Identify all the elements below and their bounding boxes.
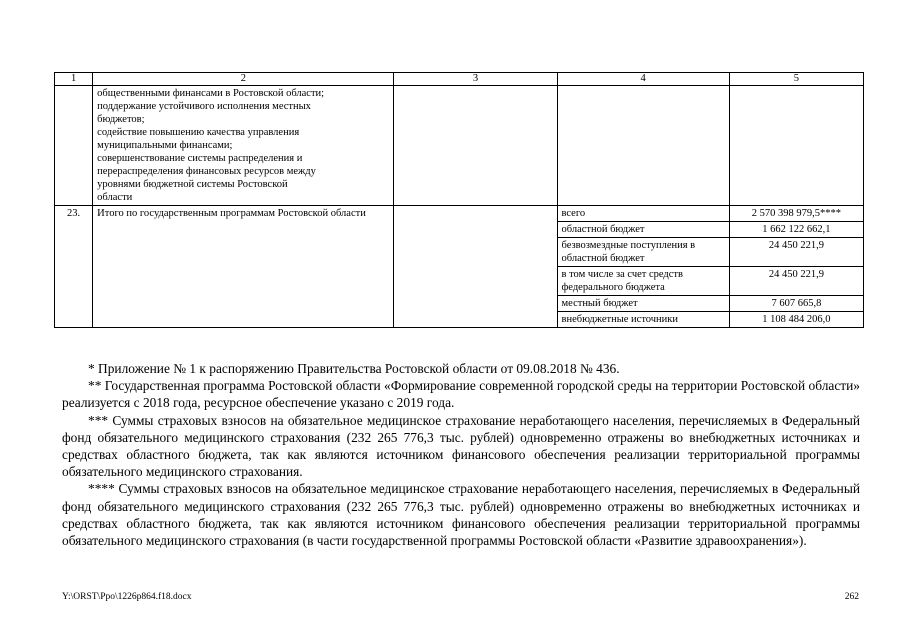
budget-table bbox=[54, 72, 864, 328]
table-cell bbox=[394, 206, 557, 328]
goal-line: муниципальными финансами; bbox=[97, 140, 233, 151]
funding-source: областной бюджет bbox=[557, 222, 729, 238]
goal-line: совершенствование системы распределения и bbox=[97, 153, 303, 164]
footnotes bbox=[62, 360, 860, 549]
program-goals-cell bbox=[93, 86, 394, 206]
row-title: Итого по государственным программам Ростовской области bbox=[93, 206, 394, 328]
funding-source: всего bbox=[557, 206, 729, 222]
funding-amount: 24 450 221,9 bbox=[729, 267, 863, 296]
column-header: 1 bbox=[55, 73, 93, 86]
row-number: 23. bbox=[55, 206, 93, 328]
goal-line: общественными финансами в Ростовской области; bbox=[97, 88, 325, 99]
goal-line: поддержание устойчивого исполнения местных bbox=[97, 101, 311, 112]
table-header-row bbox=[55, 73, 864, 86]
goal-line: уровнями бюджетной системы Ростовской bbox=[97, 179, 288, 190]
column-header: 4 bbox=[557, 73, 729, 86]
table-cell bbox=[55, 86, 93, 206]
funding-amount: 24 450 221,9 bbox=[729, 238, 863, 267]
funding-amount: 7 607 665,8 bbox=[729, 296, 863, 312]
goal-line: перераспределения финансовых ресурсов между bbox=[97, 166, 316, 177]
footnote: **** Суммы страховых взносов на обязательное медицинское страхование неработающего населения, перечисляемых в Федеральный фонд обязательного медицинского страхования (232 265 776,3 тыс. рублей) одновременно отражены во внебюджетных источниках и средствах областного бюджета, так как являются источником финансового обеспечения реализации территориальной программы обязательного медицинского страхования (в части государственной программы Ростовской области «Развитие здравоохранения»). bbox=[62, 481, 860, 549]
footnote: ** Государственная программа Ростовской области «Формирование современной городской среды на территории Ростовской области» реализуется с 2018 года, ресурсное обеспечение указано с 2019 года. bbox=[62, 378, 860, 411]
table-cell bbox=[557, 86, 729, 206]
goal-line: бюджетов; bbox=[97, 114, 145, 125]
goal-line: области bbox=[97, 192, 133, 203]
page-number: 262 bbox=[844, 592, 859, 602]
funding-source: безвозмездные поступления в областной бюджет bbox=[557, 238, 729, 267]
funding-amount: 1 662 122 662,1 bbox=[729, 222, 863, 238]
table-row bbox=[55, 206, 864, 222]
funding-amount: 1 108 484 206,0 bbox=[729, 312, 863, 328]
column-header: 2 bbox=[93, 73, 394, 86]
funding-amount: 2 570 398 979,5**** bbox=[729, 206, 863, 222]
column-header: 3 bbox=[394, 73, 557, 86]
goal-line: содействие повышению качества управления bbox=[97, 127, 300, 138]
column-header: 5 bbox=[729, 73, 863, 86]
file-path: Y:\ORST\Ppo\1226p864.f18.docx bbox=[62, 592, 192, 602]
table-cell bbox=[394, 86, 557, 206]
footnote: *** Суммы страховых взносов на обязательное медицинское страхование неработающего населения, перечисляемых в Федеральный фонд обязательного медицинского страхования (232 265 776,3 тыс. рублей) одновременно отражены во внебюджетных источниках и средствах областного бюджета, так как являются источником финансового обеспечения реализации территориальной программы обязательного медицинского страхования. bbox=[62, 412, 860, 480]
footnote: * Приложение № 1 к распоряжению Правительства Ростовской области от 09.08.2018 № 436. bbox=[88, 361, 620, 376]
funding-source: в том числе за счет средств федерального бюджета bbox=[557, 267, 729, 296]
continuation-row bbox=[55, 86, 864, 206]
funding-source: внебюджетные источники bbox=[557, 312, 729, 328]
table-cell bbox=[729, 86, 863, 206]
funding-source: местный бюджет bbox=[557, 296, 729, 312]
